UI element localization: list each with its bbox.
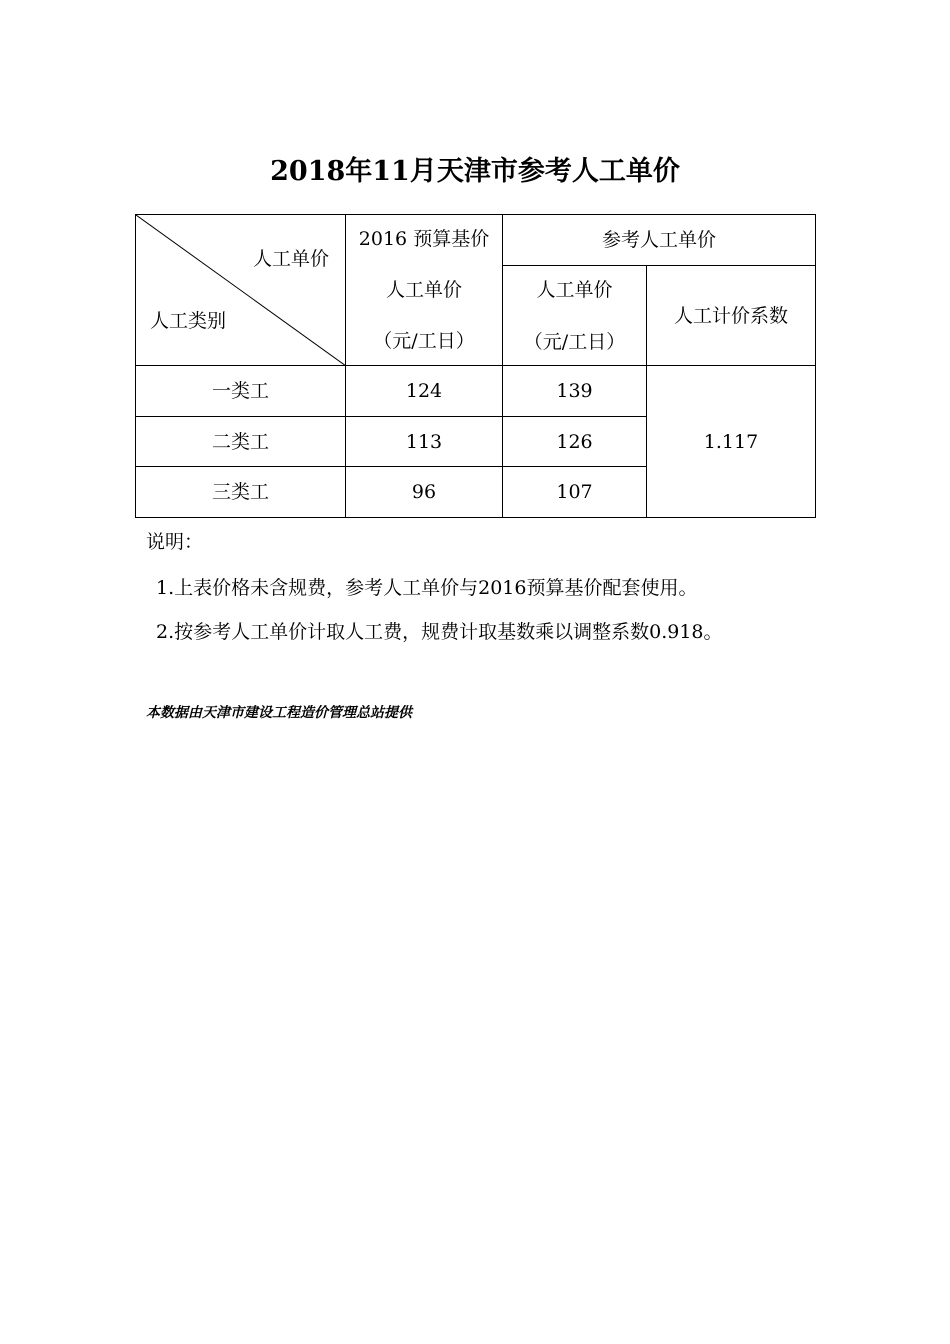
base-price-header-line1: 2016 预算基价 [358, 228, 490, 250]
diagonal-divider [136, 215, 346, 366]
base-price-header [346, 215, 503, 366]
category-cell: 一类工 [136, 366, 346, 417]
note-item: 1.上表价格未含规费，参考人工单价与2016预算基价配套使用。 [156, 577, 698, 599]
reference-price-group-header: 参考人工单价 [503, 215, 816, 266]
coefficient-cell: 1.117 [647, 366, 816, 518]
base-price-cell: 113 [346, 417, 503, 467]
base-price-cell: 96 [346, 467, 503, 518]
reference-price-cell: 126 [503, 417, 647, 467]
notes-heading: 说明： [146, 531, 204, 553]
base-price-cell: 124 [346, 366, 503, 417]
reference-price-cell: 139 [503, 366, 647, 417]
coefficient-header: 人工计价系数 [647, 266, 816, 366]
note-item: 2.按参考人工单价计取人工费，规费计取基数乘以调整系数0.918。 [156, 621, 723, 643]
reference-price-cell: 107 [503, 467, 647, 518]
corner-header-cell [136, 215, 346, 366]
category-cell: 二类工 [136, 417, 346, 467]
reference-price-header [503, 266, 647, 366]
reference-price-header-line1: 人工单价 [536, 278, 613, 301]
base-price-header-line2: 人工单价 [385, 279, 462, 301]
data-source-note: 本数据由天津市建设工程造价管理总站提供 [146, 705, 412, 721]
category-cell: 三类工 [136, 467, 346, 518]
table-row [136, 366, 816, 417]
labor-price-table [135, 214, 816, 518]
corner-label-category: 人工类别 [150, 310, 227, 332]
notes-section [146, 530, 723, 644]
corner-label-price: 人工单价 [252, 248, 329, 270]
base-price-header-line3: （元/工日） [373, 330, 475, 352]
reference-price-header-line2: （元/工日） [523, 330, 626, 353]
page-title: 2018年11月天津市参考人工单价 [270, 156, 680, 187]
